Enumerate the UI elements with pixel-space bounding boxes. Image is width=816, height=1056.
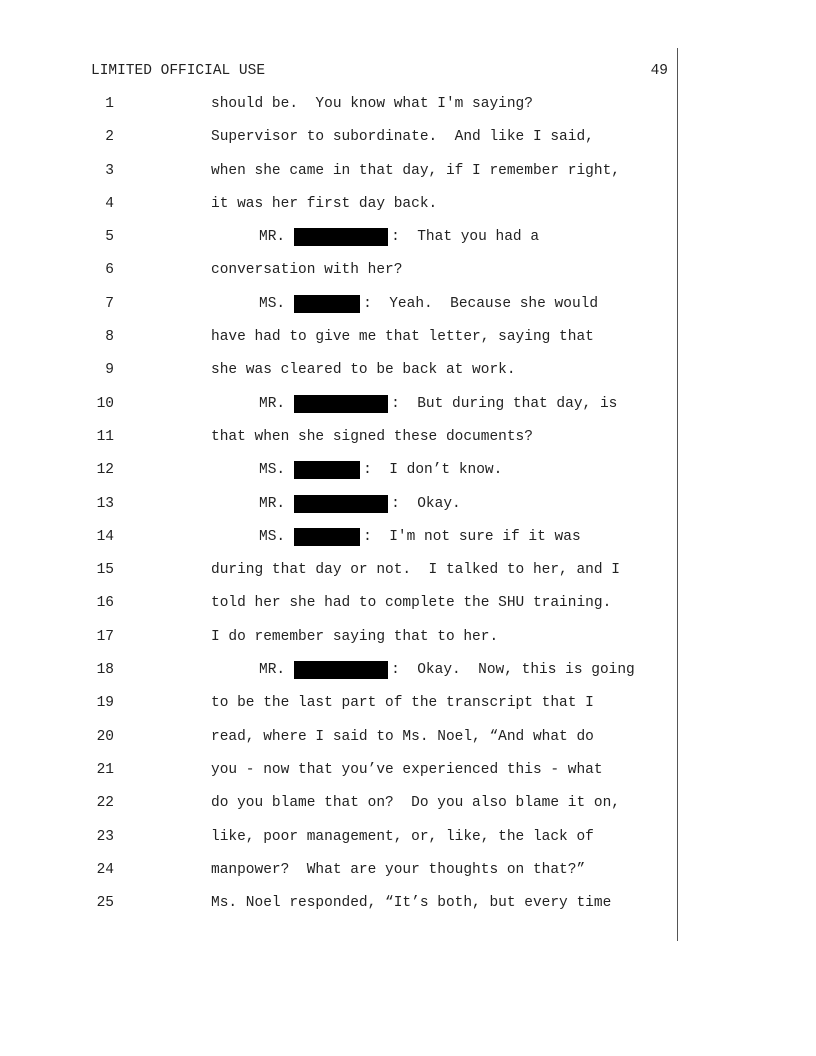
line-text [211,560,620,580]
line-number: 8 [105,329,114,346]
right-margin-rule [677,48,678,941]
line-body: should be. You know what I'm saying? [211,96,533,112]
transcript-line [0,460,677,493]
line-number: 13 [96,495,114,512]
line-body: I do remember saying that to her. [211,628,499,645]
redaction-box [294,661,388,679]
line-text [259,394,617,414]
line-body: to be the last part of the transcript that I [211,695,594,712]
redaction-box [294,461,360,479]
transcript-line [0,360,677,393]
redaction-box [294,528,360,546]
line-number: 9 [105,362,114,379]
line-number: 2 [105,129,114,146]
transcript-line [0,627,677,660]
redaction-box [294,495,388,513]
line-body: it was her first day back. [211,195,438,212]
line-number: 19 [96,695,114,712]
line-body: : Okay. [391,495,461,512]
line-text [259,460,502,480]
line-number: 12 [96,462,114,479]
transcript-line [0,161,677,194]
line-body: : I don’t know. [363,462,503,479]
line-body: she was cleared to be back at work. [211,362,516,379]
line-body: Supervisor to subordinate. And like I said, [211,129,594,146]
line-text [211,727,594,747]
transcript-line [0,427,677,460]
line-body: conversation with her? [211,262,403,279]
line-body: that when she signed these documents? [211,428,533,445]
speaker-title: MR. [259,662,286,679]
line-number: 5 [105,229,114,246]
transcript-line [0,827,677,860]
line-number: 1 [105,96,114,112]
line-number: 24 [96,861,114,878]
line-number: 4 [105,195,114,212]
line-number: 25 [96,895,114,912]
transcript-line [0,560,677,593]
line-text [211,127,594,147]
line-body: : But during that day, is [391,395,618,412]
line-text [211,627,498,647]
line-text [211,260,402,280]
line-body: you - now that you’ve experienced this - what [211,761,603,778]
line-number: 3 [105,162,114,179]
line-body: have had to give me that letter, saying that [211,329,594,346]
transcript-line [0,893,677,926]
line-body: Ms. Noel responded, “It’s both, but every time [211,895,612,912]
line-number: 23 [96,828,114,845]
line-number: 17 [96,628,114,645]
line-number: 18 [96,662,114,679]
transcript-line [0,527,677,560]
line-text [259,660,635,680]
transcript-line [0,494,677,527]
line-text [259,494,461,514]
line-number: 16 [96,595,114,612]
line-number: 21 [96,761,114,778]
line-body: told her she had to complete the SHU training. [211,595,612,612]
transcript-lines [0,94,677,926]
line-text [211,327,594,347]
page-number: 49 [650,63,668,79]
redaction-box [294,228,388,246]
classification-header: LIMITED OFFICIAL USE [91,63,266,79]
transcript-line [0,660,677,693]
line-number: 15 [96,562,114,579]
line-number: 10 [96,395,114,412]
line-number: 7 [105,295,114,312]
line-body: read, where I said to Ms. Noel, “And what do [211,728,594,745]
speaker-title: MR. [259,395,286,412]
line-text [211,94,533,114]
redaction-box [294,395,388,413]
speaker-title: MR. [259,495,286,512]
line-text [211,860,585,880]
line-text [259,227,539,247]
line-text [211,161,620,181]
line-body: : That you had a [391,229,540,246]
line-body: when she came in that day, if I remember right, [211,162,620,179]
line-number: 11 [96,428,114,445]
line-text [211,593,611,613]
speaker-title: MR. [259,229,286,246]
transcript-line [0,394,677,427]
line-text [259,294,598,314]
line-body: during that day or not. I talked to her, and I [211,562,620,579]
transcript-line [0,194,677,227]
line-body: manpower? What are your thoughts on that?” [211,861,586,878]
speaker-title: MS. [259,462,286,479]
line-number: 20 [96,728,114,745]
line-body: : I'm not sure if it was [363,528,581,545]
transcript-line [0,593,677,626]
line-text [211,427,533,447]
line-body: : Okay. Now, this is going [391,662,635,679]
line-number: 14 [96,528,114,545]
line-text [211,893,611,913]
line-text [211,360,516,380]
transcript-line [0,227,677,260]
transcript-line [0,727,677,760]
transcript-line [0,793,677,826]
line-text [211,793,620,813]
transcript-line [0,693,677,726]
transcript-line [0,127,677,160]
redaction-box [294,295,360,313]
line-text [211,693,594,713]
transcript-line [0,860,677,893]
speaker-title: MS. [259,295,286,312]
speaker-title: MS. [259,528,286,545]
line-text [259,527,581,547]
line-body: : Yeah. Because she would [363,295,599,312]
transcript-line [0,327,677,360]
line-text [211,827,594,847]
line-text [211,760,603,780]
line-body: like, poor management, or, like, the lack of [211,828,594,845]
line-body: do you blame that on? Do you also blame it on, [211,795,620,812]
transcript-line [0,294,677,327]
line-number: 22 [96,795,114,812]
transcript-line [0,260,677,293]
transcript-line [0,94,677,127]
line-number: 6 [105,262,114,279]
line-text [211,194,437,214]
transcript-line [0,760,677,793]
